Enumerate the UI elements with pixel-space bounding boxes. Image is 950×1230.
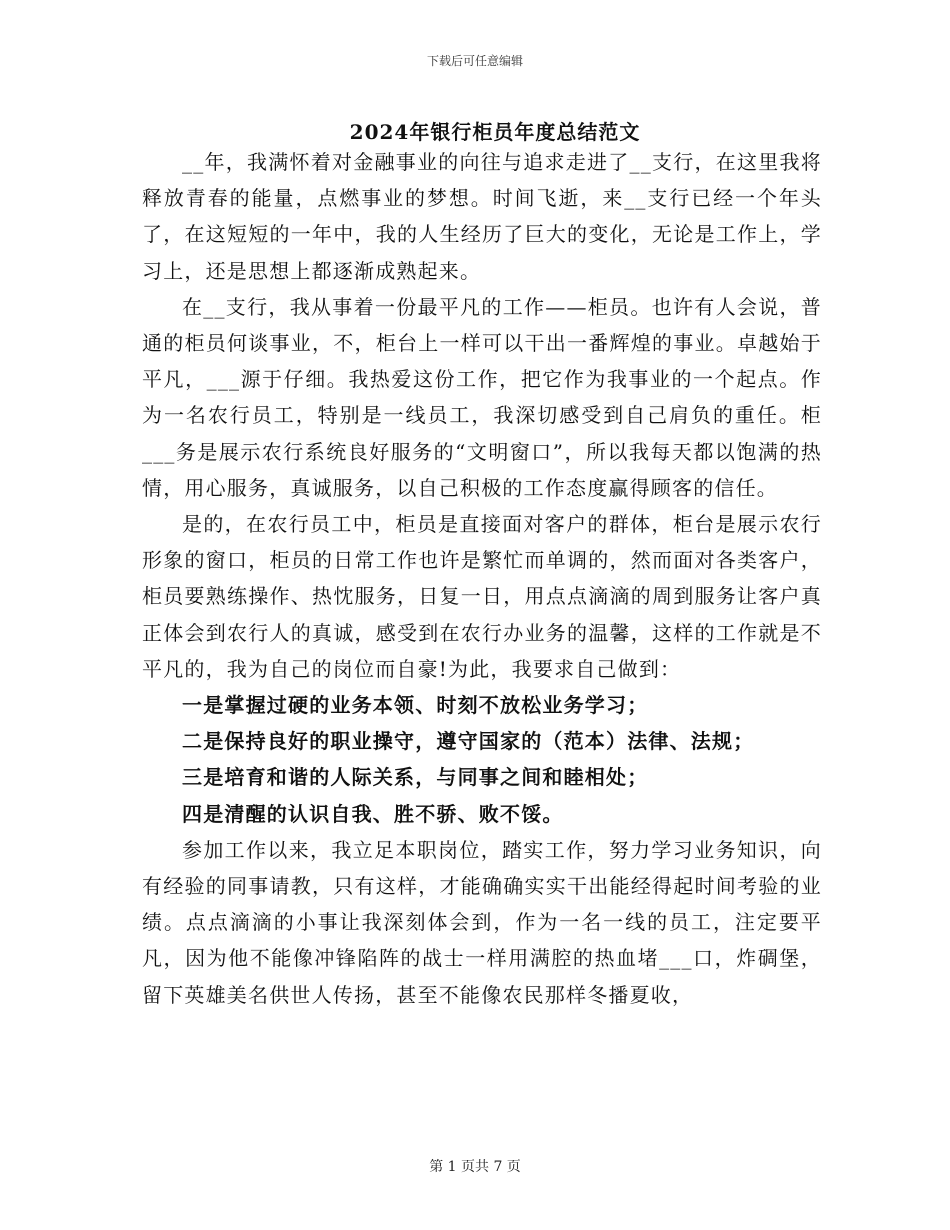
goal-item-4: 四是清醒的认识自我、胜不骄、败不馁。 xyxy=(182,801,564,826)
paragraph-teller-role: 在__支行，我从事着一份最平凡的工作——柜员。也许有人会说，普通的柜员何谈事业，不，柜台上一样可以干出一番辉煌的事业。卓越始于平凡，___源于仔细。我热爱这份工作，把它作为我事业的一个起点。作为一名农行员工，特别是一线员工，我深切感受到自己肩负的重任。柜___务是展示农行系统良好服务的“文明窗口”，所以我每天都以饱满的热情，用心服务，真诚服务，以自己积极的工作态度赢得顾客的信任。 xyxy=(142,294,822,500)
document-body xyxy=(142,144,822,1013)
page-footer: 第 1 页共 7 页 xyxy=(429,1159,521,1175)
page-header: 下载后可任意编辑 xyxy=(426,54,523,68)
paragraph-intro: __年，我满怀着对金融事业的向往与追求走进了__支行，在这里我将释放青春的能量，点燃事业的梦想。时间飞逝，来__支行已经一个年头了，在这短短的一年中，我的人生经历了巨大的变化，无论是工作上，学习上，还是思想上都逐渐成熟起来。 xyxy=(142,150,822,283)
goal-item-2: 二是保持良好的职业操守，遵守国家的（范本）法律、法规； xyxy=(182,729,755,754)
goal-item-1: 一是掌握过硬的业务本领、时刻不放松业务学习； xyxy=(182,693,649,718)
goal-item-3: 三是培育和谐的人际关系，与同事之间和睦相处； xyxy=(182,765,649,790)
paragraph-teller-pride: 是的，在农行员工中，柜员是直接面对客户的群体，柜台是展示农行形象的窗口，柜员的日常工作也许是繁忙而单调的，然而面对各类客户，柜员要熟练操作、热忱服务，日复一日，用点点滴滴的周到服务让客户真正体会到农行人的真诚，感受到在农行办业务的温馨，这样的工作就是不平凡的，我为自己的岗位而自豪!为此，我要求自己做到： xyxy=(142,512,822,681)
paragraph-work-experience: 参加工作以来，我立足本职岗位，踏实工作，努力学习业务知识，向有经验的同事请教，只有这样，才能确确实实干出能经得起时间考验的业绩。点点滴滴的小事让我深刻体会到，作为一名一线的员工，注定要平凡，因为他不能像冲锋陷阵的战士一样用满腔的热血堵___口，炸碉堡，留下英雄美名供世人传扬，甚至不能像农民那样冬播夏收， xyxy=(142,837,822,1007)
document-title: 2024年银行柜员年度总结范文 xyxy=(349,120,641,144)
